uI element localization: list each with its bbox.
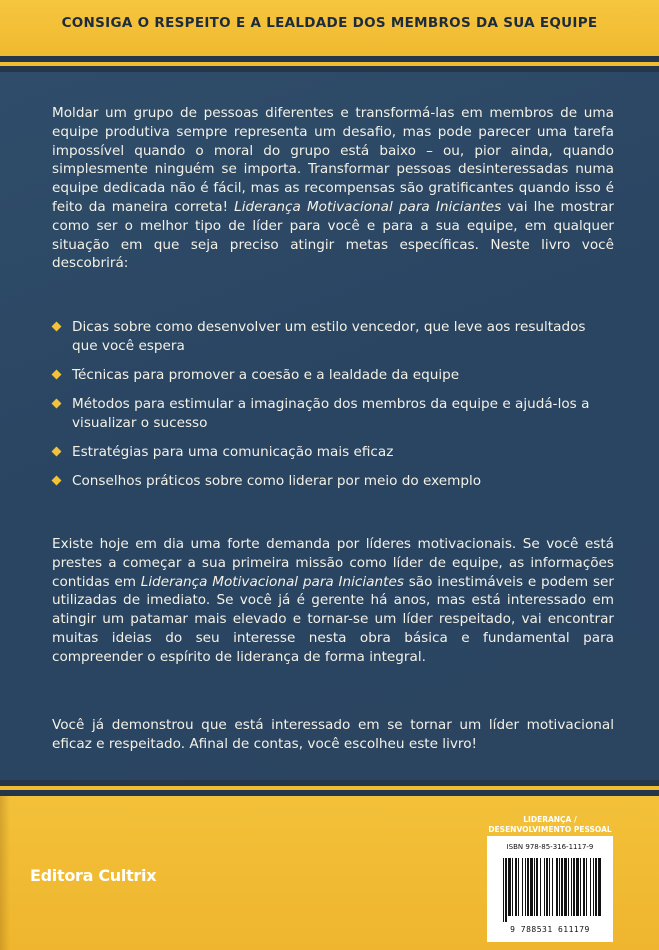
cover-headline: CONSIGA O RESPEITO E A LEALDADE DOS MEMBROS DA SUA EQUIPE: [61, 15, 598, 31]
barcode-bar: [573, 858, 575, 916]
barcode-bar: [598, 858, 601, 916]
list-item: [52, 366, 614, 385]
barcode-bar: [576, 858, 579, 916]
barcode-bar: [552, 858, 553, 916]
list-item-text: Conselhos práticos sobre como liderar por meio do exemplo: [72, 473, 482, 489]
demand-text-start: Existe hoje em dia uma forte demanda por líderes motivacionais. Se você está prestes a começar a sua primeira missão como líder de equipe, as informações contidas em: [52, 536, 614, 590]
intro-book-title: Liderança Motivacional para Iniciantes: [234, 198, 502, 215]
barcode-bar: [556, 858, 558, 916]
barcode-bar: [522, 858, 523, 916]
barcode-bar: [508, 858, 511, 916]
list-item-text: Métodos para estimular a imaginação dos membros da equipe e ajudá-los a visualizar o sucesso: [72, 396, 590, 431]
publisher-name: Editora Cultrix: [30, 866, 157, 885]
barcode-bar: [595, 858, 597, 916]
list-item: [52, 443, 614, 462]
barcode-bar: [559, 858, 560, 916]
diamond-bullet-icon: [52, 447, 62, 457]
barcode-bar: [571, 858, 572, 916]
barcode-bar: [586, 858, 587, 916]
barcode-bar: [540, 858, 541, 916]
barcode-bar: [568, 858, 569, 916]
barcode-bar: [564, 858, 567, 916]
barcode-bar: [505, 858, 507, 922]
list-item-text: Dicas sobre como desenvolver um estilo vencedor, que leve aos resultados que você espera: [72, 319, 586, 354]
barcode-bar: [518, 858, 519, 916]
list-item-text: Técnicas para promover a coesão e a lealdade da equipe: [72, 367, 460, 383]
category-line: LIDERANÇA /: [523, 815, 577, 824]
list-item: [52, 472, 614, 491]
barcode-number: 9 788531 611179: [510, 925, 590, 934]
barcode-bar: [527, 858, 529, 916]
barcode-bar: [530, 858, 533, 916]
list-item: [52, 395, 614, 433]
demand-paragraph: [52, 535, 614, 667]
diamond-bullet-icon: [52, 370, 62, 380]
barcode-bar: [544, 858, 545, 916]
diamond-bullet-icon: [52, 322, 62, 332]
barcode-bar: [534, 858, 535, 916]
barcode-label: [487, 836, 613, 942]
barcode-bar: [549, 858, 550, 916]
barcode-bar: [583, 858, 585, 916]
benefits-list: [52, 318, 614, 501]
intro-text-end: vai lhe mostrar como ser o melhor tipo de líder para você e para a sua equipe, em qualquer situação em que seja preciso atingir metas específicas. Neste livro você descobrirá:: [52, 198, 615, 272]
diamond-bullet-icon: [52, 476, 62, 486]
barcode-bar: [580, 858, 581, 916]
diamond-bullet-icon: [52, 399, 62, 409]
top-band: [0, 0, 659, 56]
barcode-bar: [503, 858, 504, 922]
intro-text-start: Moldar um grupo de pessoas diferentes e transformá-las em membros de uma equipe produtiva sempre representa um desafio, mas pode parecer uma tarefa impossível quando o moral do grupo está baixo – ou, pior ainda, quando simplesmente ninguém se importa. Transformar pessoas desinteressadas numa equipe dedicada não é fácil, mas as recompensas são gratificantes quando isso é feito da maneira correta!: [52, 105, 614, 215]
list-item-text: Estratégias para uma comunicação mais eficaz: [72, 444, 394, 460]
isbn-number: ISBN 978-85-316-1117-9: [506, 843, 594, 851]
barcode-bar: [593, 858, 594, 916]
barcode-bar: [525, 858, 526, 916]
barcode-bar: [512, 858, 513, 916]
barcode-bar: [546, 858, 548, 916]
intro-paragraph: [52, 104, 614, 273]
category-line: DESENVOLVIMENTO PESSOAL: [488, 825, 612, 834]
cover-fold-shadow: [0, 796, 10, 950]
demand-book-title: Liderança Motivacional para Iniciantes: [140, 573, 404, 590]
barcode-icon: [501, 858, 601, 922]
demand-text-end: são inestimáveis e podem ser utilizadas de imediato. Se você já é gerente há anos, mas está interessado em atingir um patamar mais elevado e tornar-se um líder respeitado, vai encontrar muitas ideias do seu interesse nesta obra básica e fundamental para compreender o espírito de liderança de forma integral.: [52, 573, 615, 665]
list-item: [52, 318, 614, 356]
barcode-bar: [536, 858, 538, 916]
barcode-bar: [515, 858, 517, 916]
closing-paragraph: Você já demonstrou que está interessado em se tornar um líder motivacional eficaz e respeitado. Afinal de contas, você escolheu este livro!: [52, 717, 614, 752]
barcode-bar: [590, 858, 591, 916]
category-label: [487, 815, 613, 835]
barcode-bar: [561, 858, 563, 916]
